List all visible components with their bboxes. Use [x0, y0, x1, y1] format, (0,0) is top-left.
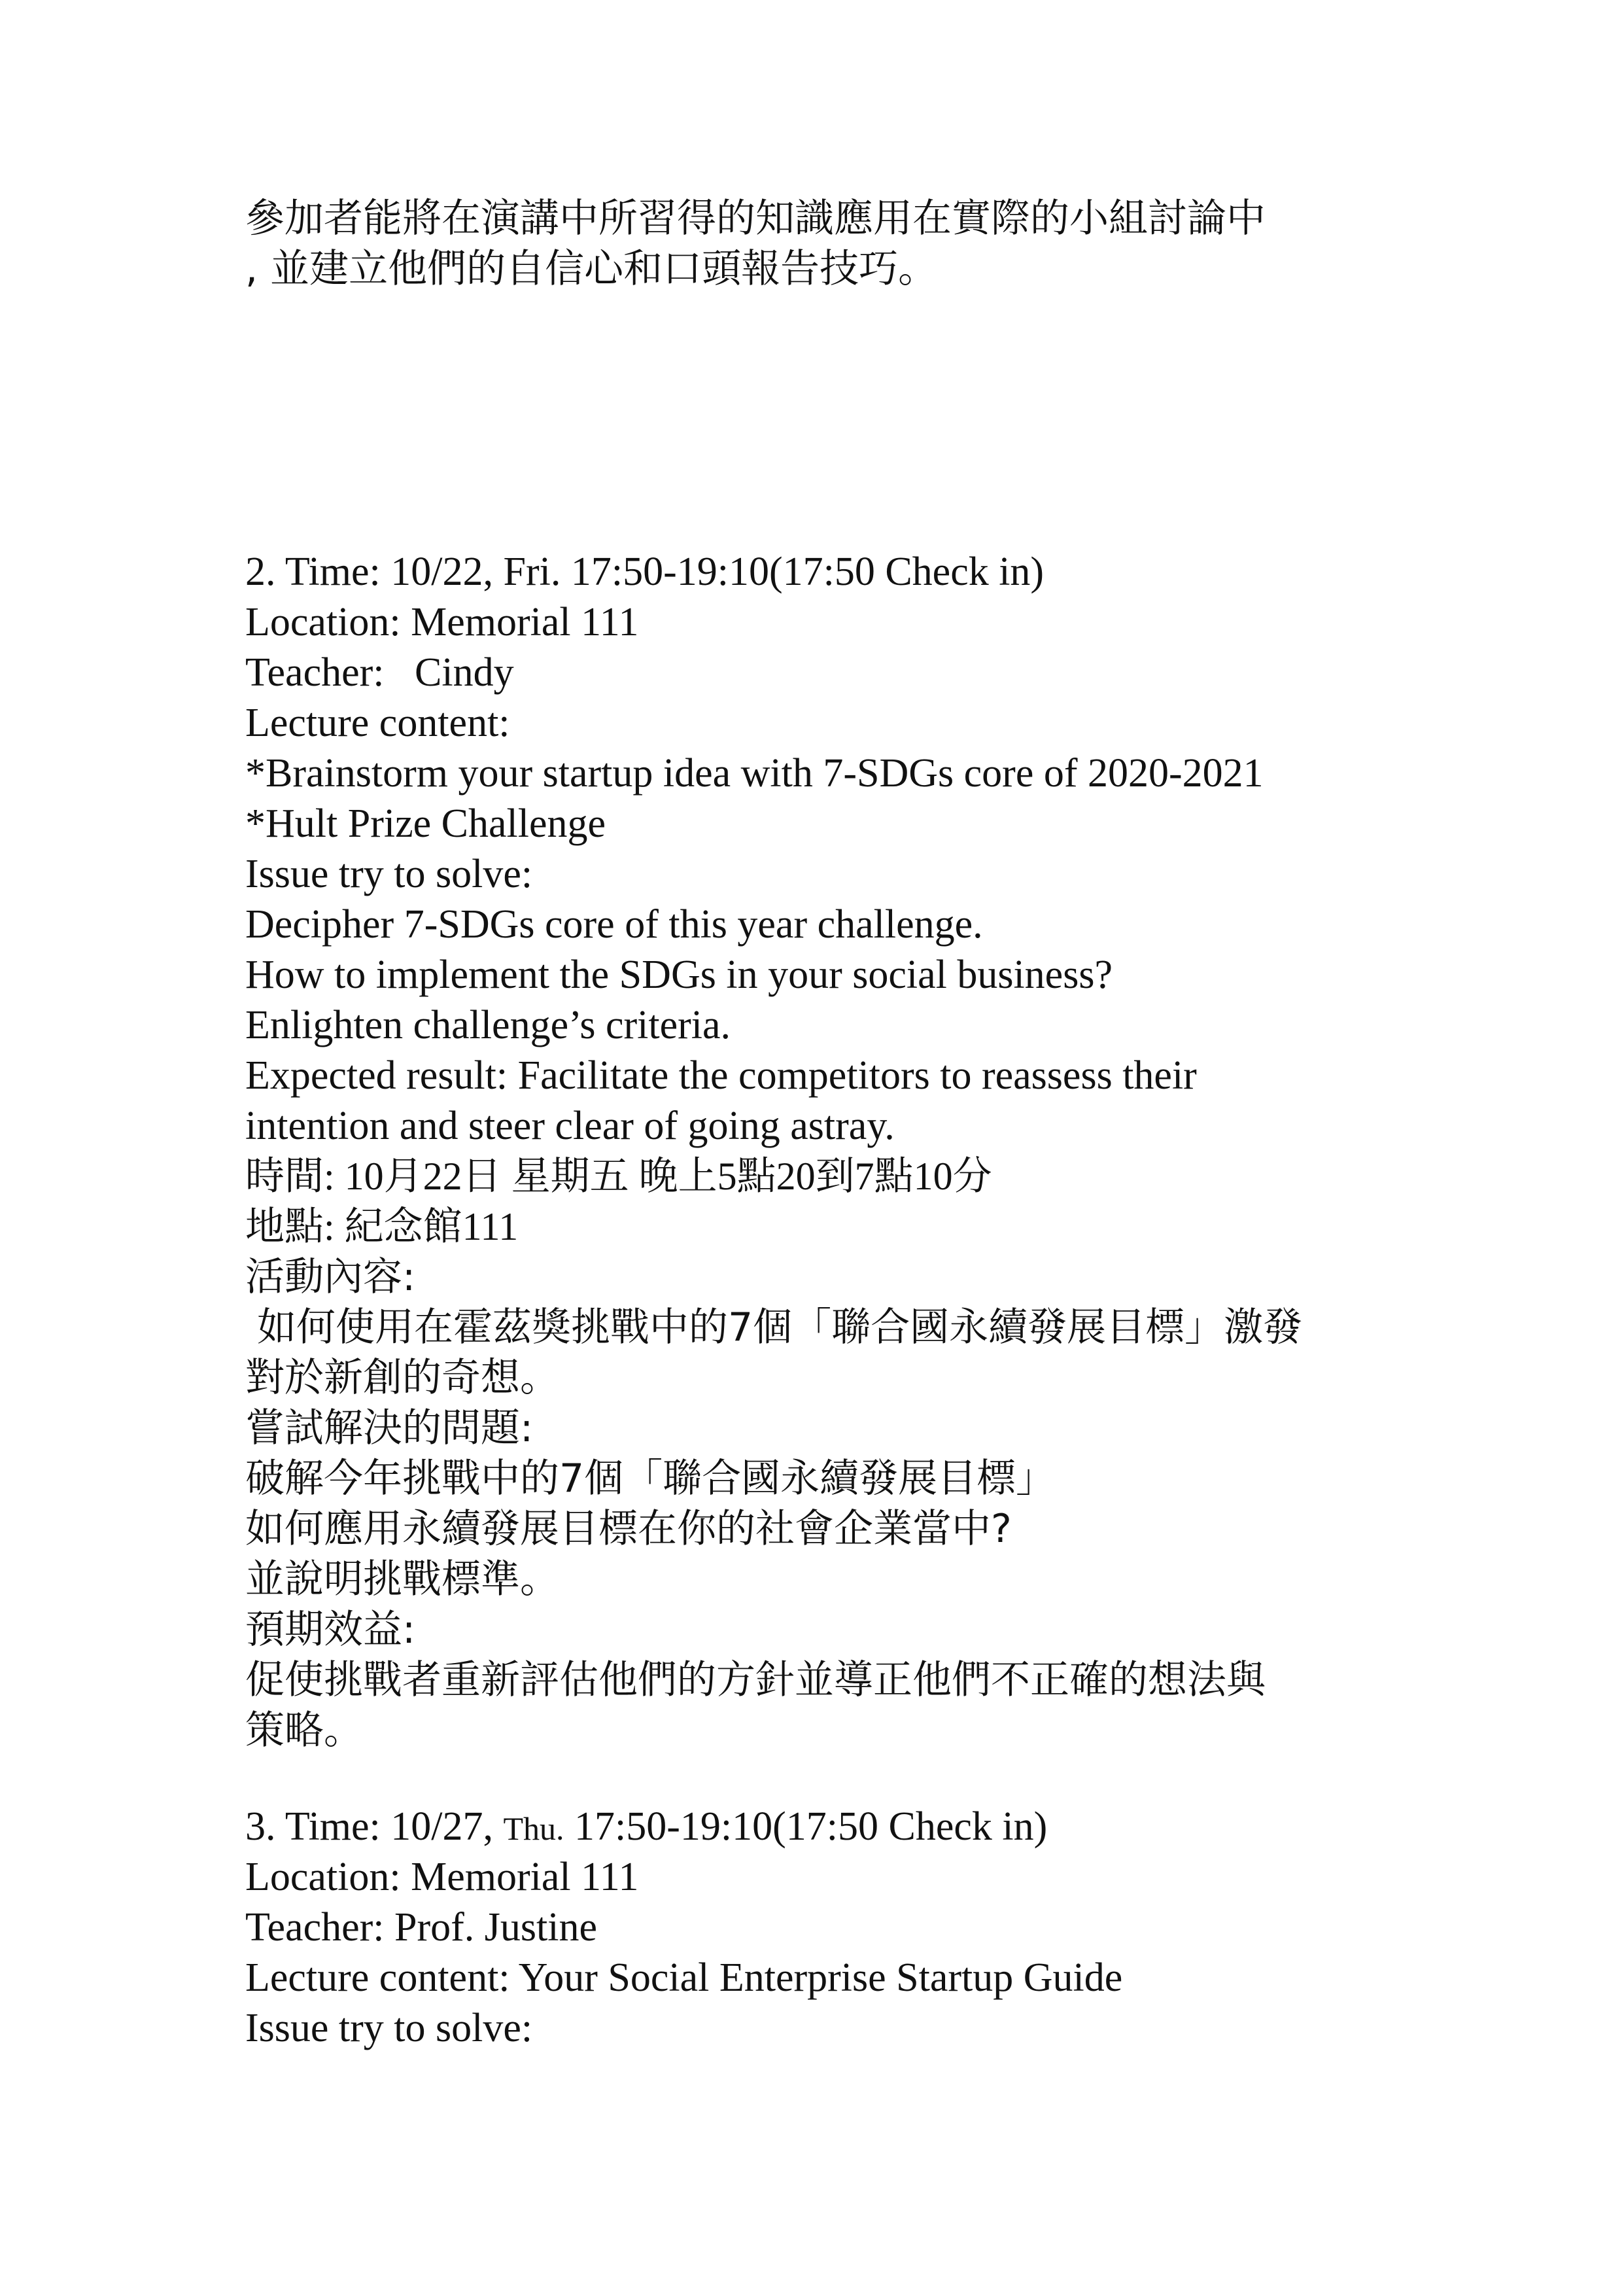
session-2-zh-location: 地點: 紀念館111	[245, 1205, 519, 1248]
session-2-zh-benefit-1: 促使挑戰者重新評估他們的方針並導正他們不正確的想法與	[245, 1657, 1266, 1703]
session-2-zh-content-label: 活動內容:	[245, 1254, 416, 1300]
session-2-time: 2. Time: 10/22, Fri. 17:50-19:10(17:50 Check in)	[245, 550, 1045, 594]
session-2-zh-issue-2: 如何應用永續發展目標在你的社會企業當中?	[245, 1506, 1012, 1552]
session-2-zh-issue-3: 並說明挑戰標準。	[245, 1556, 559, 1602]
session-3-teacher: Teacher: Prof. Justine	[245, 1905, 597, 1950]
session-2-zh-benefit-2: 策略。	[245, 1708, 363, 1753]
intro-line-1: 參加者能將在演講中所習得的知識應用在實際的小組討論中	[245, 196, 1266, 241]
session-3-lecture: Lecture content: Your Social Enterprise Startup Guide	[245, 1955, 1123, 2000]
session-3-issue-label: Issue try to solve:	[245, 2006, 533, 2050]
session-2-teacher: Teacher: Cindy	[245, 650, 514, 695]
session-3-location: Location: Memorial 111	[245, 1855, 639, 1899]
session-3-time-prefix: 3. Time: 10/27,	[245, 1804, 504, 1849]
session-2-zh-time: 時間: 10月22日 星期五 晚上5點20到7點10分	[245, 1155, 992, 1198]
session-2	[245, 547, 1396, 1756]
session-2-issue-3: Enlighten challenge’s criteria.	[245, 1003, 731, 1047]
session-3	[245, 1802, 1396, 2054]
session-3-time-suffix: 17:50-19:10(17:50 Check in)	[564, 1804, 1048, 1849]
session-2-issue-label: Issue try to solve:	[245, 852, 533, 896]
session-2-location: Location: Memorial 111	[245, 600, 639, 644]
session-2-expected-2: intention and steer clear of going astray.	[245, 1104, 895, 1148]
session-2-zh-issue-label: 嘗試解決的問題:	[245, 1405, 534, 1451]
session-2-lecture-item-2: *Hult Prize Challenge	[245, 801, 606, 846]
intro-line-2: , 並建立他們的自信心和口頭報告技巧。	[245, 246, 938, 292]
session-2-issue-2: How to implement the SDGs in your social business?	[245, 953, 1113, 997]
session-2-issue-1: Decipher 7-SDGs core of this year challenge.	[245, 902, 983, 947]
session-2-zh-content-2: 對於新創的奇想。	[245, 1355, 559, 1401]
session-3-time-day: Thu.	[503, 1810, 564, 1847]
intro-paragraph	[245, 194, 1396, 294]
session-3-time	[245, 1802, 1396, 1852]
session-2-zh-content-1: 如何使用在霍茲獎挑戰中的7個「聯合國永續發展目標」激發	[257, 1305, 1303, 1350]
session-2-lecture-item-1: *Brainstorm your startup idea with 7-SDGs core of 2020-2021	[245, 751, 1264, 796]
session-2-lecture-label: Lecture content:	[245, 701, 510, 745]
session-2-zh-issue-1: 破解今年挑戰中的7個「聯合國永續發展目標」	[245, 1456, 1056, 1501]
session-2-zh-benefit-label: 預期效益:	[245, 1607, 416, 1653]
session-2-expected-1: Expected result: Facilitate the competitors to reassess their	[245, 1053, 1197, 1098]
